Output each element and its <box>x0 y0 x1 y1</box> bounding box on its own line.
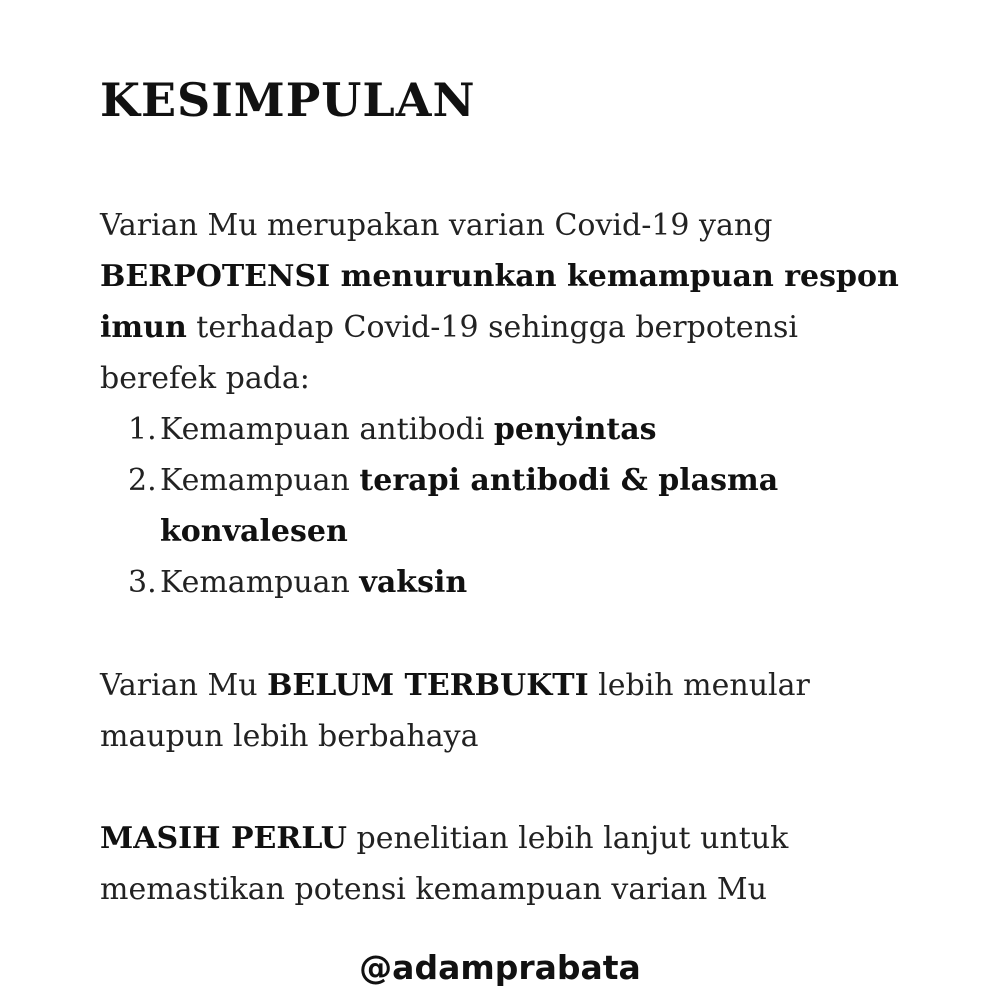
list-item-number: 1. <box>128 412 157 447</box>
list-item-emphasis: penyintas <box>493 412 657 447</box>
paragraph-emphasis: BERPOTENSI menurunkan kemampuan respon imun <box>100 259 899 345</box>
paragraph-text: Varian Mu <box>100 668 268 703</box>
paragraph-text: penelitian lebih lanjut untuk memastikan potensi kemampuan varian Mu <box>100 821 789 907</box>
list-item-text: Kemampuan antibodi <box>160 412 494 447</box>
conclusion-body <box>100 200 920 915</box>
paragraph-emphasis: MASIH PERLU <box>100 821 347 856</box>
list-item-emphasis: terapi antibodi & plasma konvalesen <box>160 463 779 549</box>
paragraph-text: Varian Mu merupakan varian Covid-19 yang <box>100 208 773 243</box>
paragraph-potential-effects <box>100 200 920 404</box>
paragraph-text: terhadap Covid-19 sehingga berpotensi berefek pada: <box>100 310 799 396</box>
page-title: KESIMPULAN <box>100 73 476 127</box>
list-item-text: Kemampuan <box>160 463 360 498</box>
list-item <box>100 455 920 557</box>
paragraph-text: lebih menular maupun lebih berbahaya <box>100 668 810 754</box>
list-item-number: 3. <box>128 565 157 600</box>
list-item-emphasis: vaksin <box>359 565 468 600</box>
list-item <box>100 404 920 455</box>
list-item-number: 2. <box>128 463 157 498</box>
list-item-text: Kemampuan <box>160 565 360 600</box>
paragraph-not-proven <box>100 660 920 762</box>
paragraph-further-research <box>100 813 920 915</box>
list-item <box>100 557 920 608</box>
author-handle: @adamprabata <box>359 948 641 987</box>
effects-list <box>100 404 920 608</box>
paragraph-emphasis: BELUM TERBUKTI <box>267 668 589 703</box>
